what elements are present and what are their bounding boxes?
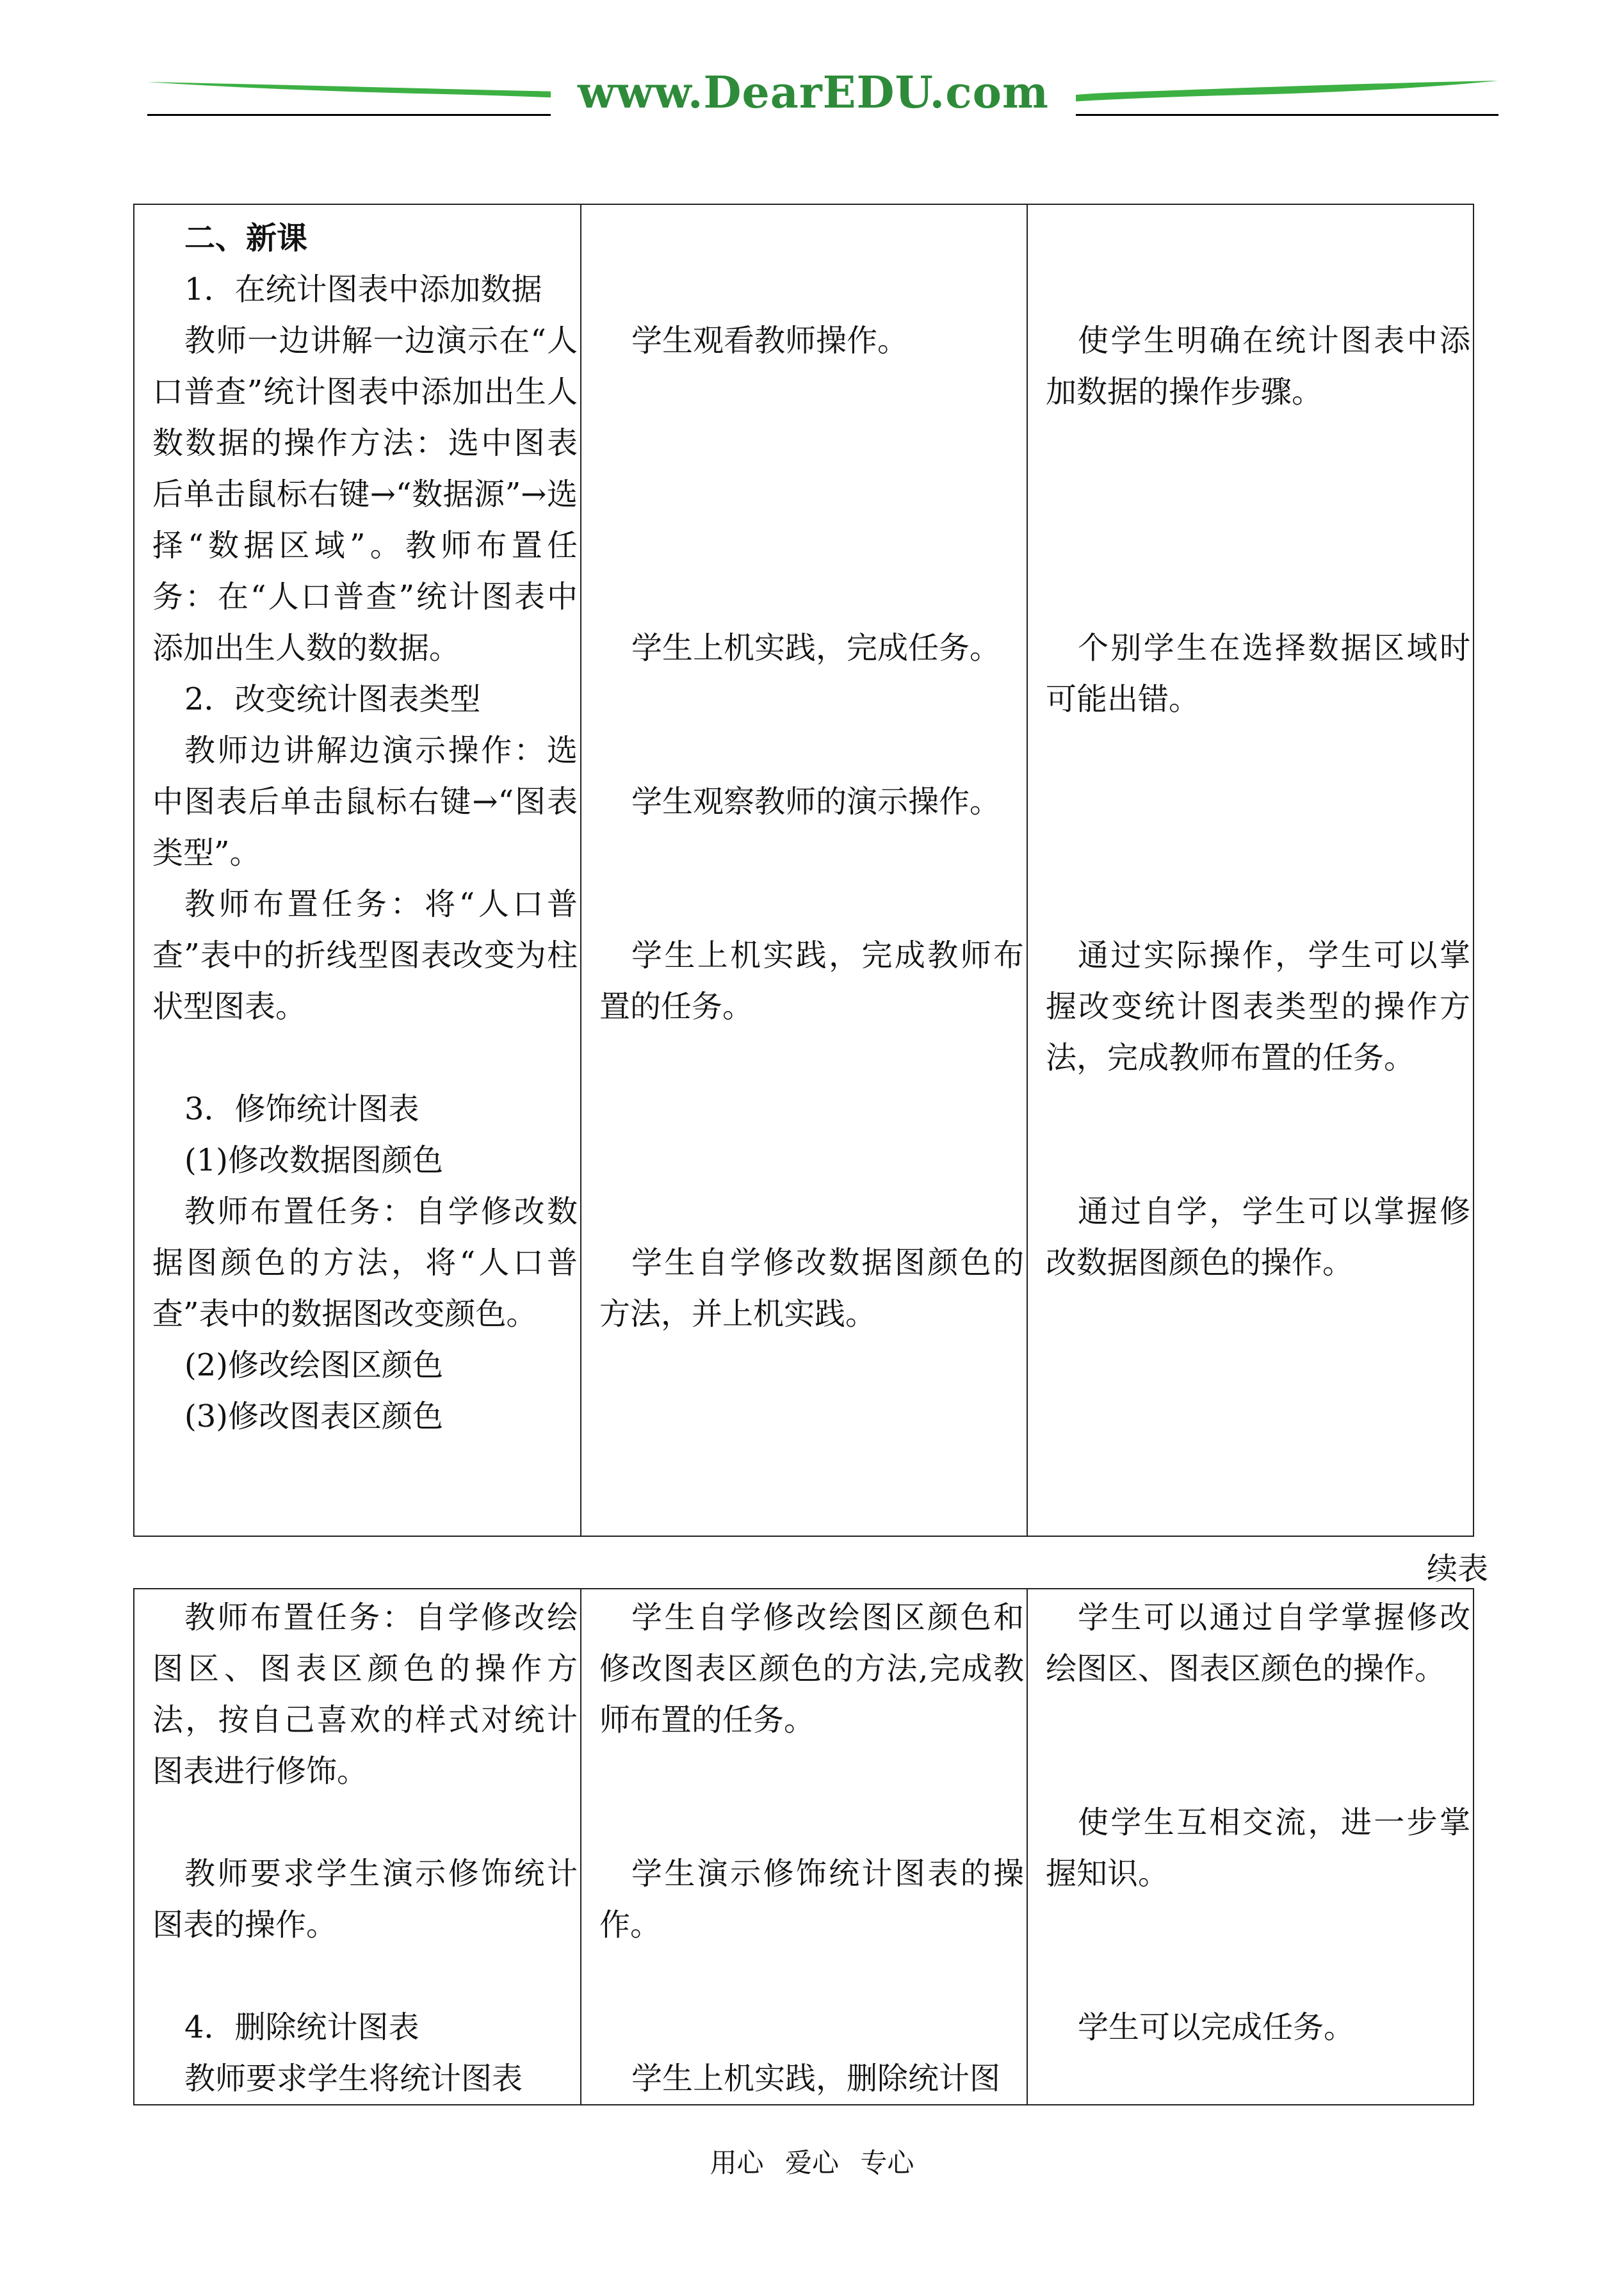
right-leaf-swoosh-icon [1031,81,1498,105]
task-delete: 教师要求学生将统计图表 [184,2061,523,2096]
step2-text: 教师边讲解边演示操作：选中图表后单击鼠标右键→“图表类型”。 [152,733,578,871]
design-intent-cell-2 [1028,1589,1473,2053]
step4-title: 4．删除统计图表 [184,2009,419,2045]
step2-title: 2．改变统计图表类型 [184,681,481,717]
brand-logo: www.DearEDU.com [551,64,1076,122]
student-row-3: 学生观察教师的演示操作。 [631,784,1001,820]
student-row-5: 学生自学修改数据图颜色的方法，并上机实践。 [599,1245,1024,1332]
intent-row-5: 学生可以通过自学掌握修改绘图区、图表区颜色的操作。 [1046,1600,1470,1687]
student-row-1: 学生观看教师操作。 [631,323,909,359]
step3-task: 教师布置任务：自学修改数据图颜色的方法，将“人口普查”表中的数据图改变颜色。 [152,1194,578,1332]
step3-sub1: (1)修改数据图颜色 [184,1142,443,1178]
task-decorate: 教师布置任务：自学修改绘图区、图表区颜色的操作方法，按自己喜欢的样式对统计图表进行修饰。 [152,1600,578,1789]
section-heading: 二、新课 [184,220,308,256]
continued-table-label: 续表 [1426,1551,1488,1587]
lesson-table-2 [133,1588,1474,2105]
design-intent-cell [1028,205,1473,1288]
intent-row-1: 使学生明确在统计图表中添加数据的操作步骤。 [1046,323,1470,410]
student-row-8: 学生上机实践，删除统计图 [631,2061,1001,2096]
intent-row-2: 个别学生在选择数据区域时可能出错。 [1046,630,1470,717]
step1-text: 教师一边讲解一边演示在“人口普查”统计图表中添加出生人数数据的操作方法：选中图表后单击鼠标右键→“数据源”→选择“数据区域”。教师布置任务：在“人口普查”统计图表中添加出生人数的数据。 [152,323,578,666]
page-footer: 用心 爱心 专心 [710,2147,914,2178]
step3-sub3: (3)修改图表区颜色 [184,1399,443,1434]
student-row-2: 学生上机实践，完成任务。 [631,630,1001,666]
teacher-activity-cell-2 [134,1589,580,2104]
step2-task: 教师布置任务：将“人口普查”表中的折线型图表改变为柱状型图表。 [152,886,578,1025]
student-activity-cell [581,205,1027,1340]
lesson-table-1 [133,204,1474,1537]
student-row-7: 学生演示修饰统计图表的操作。 [599,1856,1024,1943]
step3-title: 3．修饰统计图表 [184,1091,419,1127]
intent-row-7: 学生可以完成任务。 [1078,2009,1355,2045]
student-activity-cell-2 [581,1589,1027,2104]
student-row-6: 学生自学修改绘图区颜色和修改图表区颜色的方法,完成教师布置的任务。 [599,1600,1024,1738]
student-row-4: 学生上机实践，完成教师布置的任务。 [599,937,1024,1025]
intent-row-6: 使学生互相交流，进一步掌握知识。 [1046,1804,1470,1892]
step3-sub2: (2)修改绘图区颜色 [184,1347,443,1383]
teacher-activity-cell [134,205,580,1442]
intent-row-4: 通过自学，学生可以掌握修改数据图颜色的操作。 [1046,1194,1470,1281]
step1-title: 1．在统计图表中添加数据 [184,272,542,307]
intent-row-3: 通过实际操作，学生可以掌握改变统计图表类型的操作方法，完成教师布置的任务。 [1046,937,1470,1076]
task-demonstrate: 教师要求学生演示修饰统计图表的操作。 [152,1856,578,1943]
